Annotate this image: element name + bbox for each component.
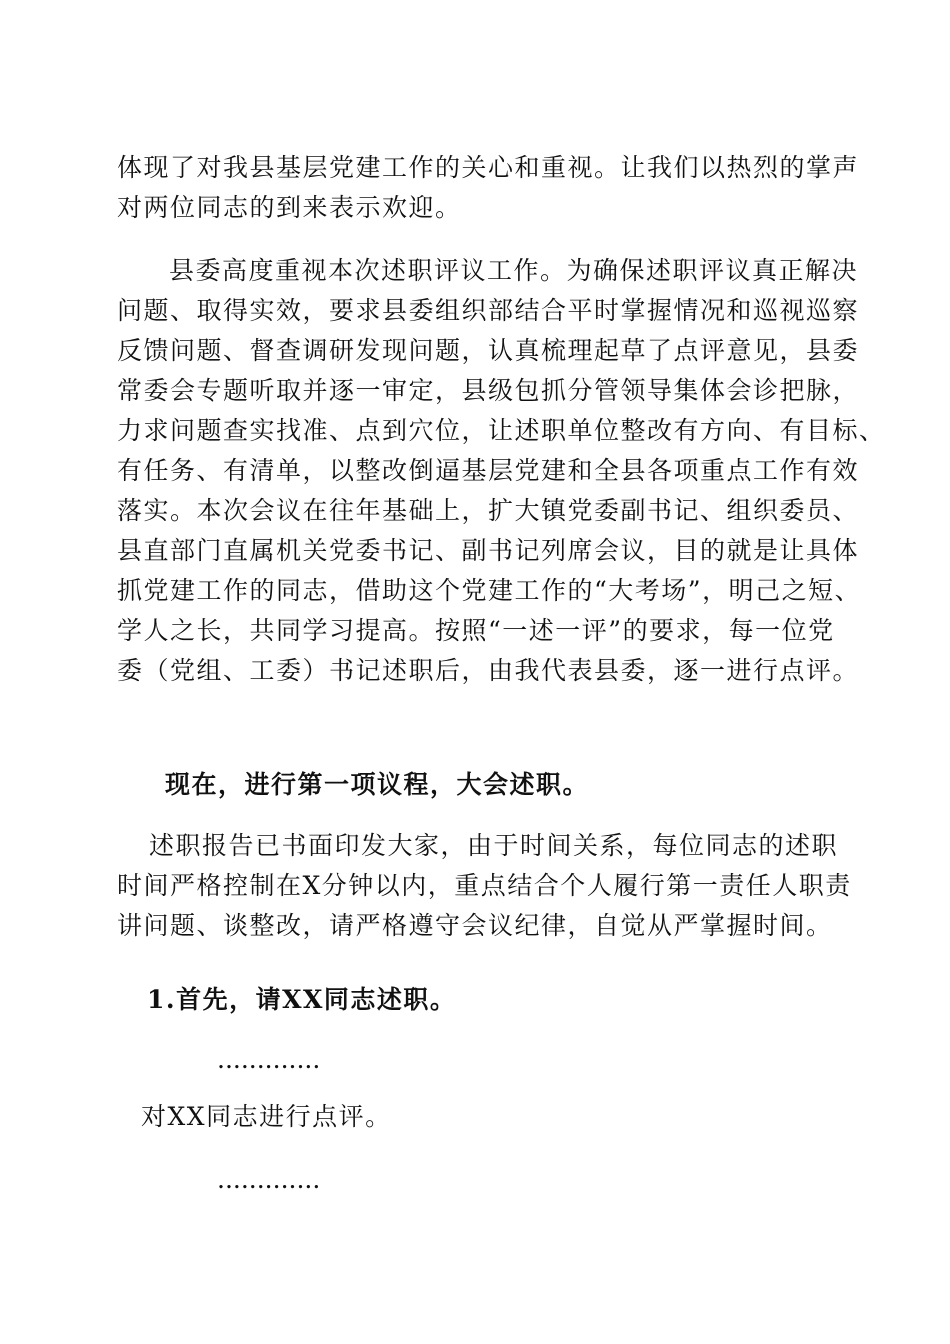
text-line: 1.首先，请XX同志述职。 <box>147 985 457 1014</box>
text-line: 县直部门直属机关党委书记、副书记列席会议，目的就是让具体 <box>117 536 860 565</box>
text-line: 力求问题查实找准、点到穴位，让述职单位整改有方向、有目标、 <box>117 416 886 445</box>
text-line: 有任务、有清单，以整改倒逼基层党建和全县各项重点工作有效 <box>117 456 860 485</box>
text-line: 反馈问题、督查调研发现问题，认真梳理起草了点评意见，县委 <box>117 336 860 365</box>
text-line: 学人之长，共同学习提高。按照“一述一评”的要求，每一位党 <box>117 616 835 645</box>
text-line: 体现了对我县基层党建工作的关心和重视。让我们以热烈的掌声 <box>117 153 860 182</box>
text-line: 现在，进行第一项议程，大会述职。 <box>165 770 590 799</box>
text-line: 问题、取得实效，要求县委组织部结合平时掌握情况和巡视巡察 <box>117 296 860 325</box>
paragraph-report-instructions <box>117 826 852 946</box>
paragraph-review-work <box>117 251 886 691</box>
text-line: 讲问题、谈整改，请严格遵守会议纪律，自觉从严掌握时间。 <box>117 911 833 940</box>
text-line: 县委高度重视本次述职评议工作。为确保述职评议真正解决 <box>169 256 859 285</box>
ellipsis-placeholder <box>117 1160 837 1200</box>
text-line: 对XX同志进行点评。 <box>141 1102 392 1131</box>
text-line: ............. <box>217 1045 321 1074</box>
text-line: 委（党组、工委）书记述职后，由我代表县委，逐一进行点评。 <box>117 656 860 685</box>
paragraph-welcome-continuation <box>117 148 860 228</box>
text-line: 时间严格控制在X分钟以内，重点结合个人履行第一责任人职责 <box>117 871 852 900</box>
text-line: 常委会专题听取并逐一审定，县级包抓分管领导集体会诊把脉， <box>117 376 860 405</box>
text-line: 对两位同志的到来表示欢迎。 <box>117 193 462 222</box>
agenda-heading <box>117 765 837 805</box>
comment-line <box>117 1097 837 1137</box>
text-line: 述职报告已书面印发大家，由于时间关系，每位同志的述职 <box>149 831 839 860</box>
text-line: ............. <box>217 1165 321 1194</box>
item-heading <box>117 980 837 1020</box>
text-line: 抓党建工作的同志，借助这个党建工作的“大考场”，明己之短、 <box>117 576 862 605</box>
text-line: 落实。本次会议在往年基础上，扩大镇党委副书记、组织委员、 <box>117 496 860 525</box>
ellipsis-placeholder <box>117 1040 837 1080</box>
